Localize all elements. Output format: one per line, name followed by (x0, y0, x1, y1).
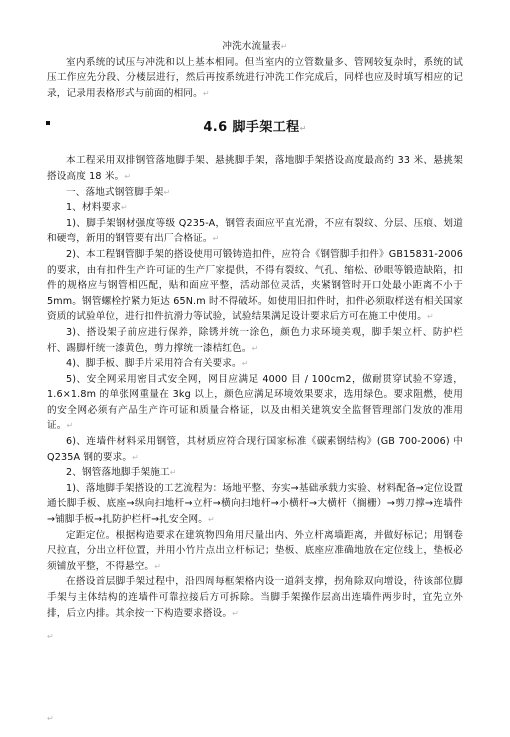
empty-paragraph (47, 629, 463, 645)
body-paragraph: 1)、脚手架钢材强度等级 Q235-A，钢管表面应平直光滑，不应有裂纹、分层、压痕、划道和硬弯，新用的钢管要有出厂合格证。↵ (47, 217, 463, 245)
body-paragraph: 1)、落地脚手架搭设的工艺流程为：场地平整、夯实→基础承载力实验、材料配备→定位设置通长脚手板、底座→纵向扫地杆→立杆→横向扫地杆→小横杆→大横杆（搁栅）→剪刀撑→连墙件→铺脚手板→扎防护栏杆→扎安全网。↵ (47, 482, 463, 526)
paragraph-mark-icon: ↵ (132, 452, 139, 462)
paragraph-mark-icon: ↵ (427, 312, 434, 322)
intro-line: 冲洗水流量表↵ (222, 41, 288, 52)
body-paragraph: 2)、本工程钢管脚手架的搭设使用可锻铸造扣件，应符合《钢管脚手扣件》GB15831-2006 的要求，由有扣件生产许可证的生产厂家提供，不得有裂纹、气孔、缩松、砂眼等锻造缺陷，扣件的规格应与钢管相匹配，贴和面应平整，活动部位灵活，夹紧钢管时开口处最小距离不小于 5mm。钢管螺栓拧紧力矩达 65N.m 时不得破坏。如使用旧扣件时，扣件必须取样送有相关国家资质的试验单位，进行扣件抗滑力等试验，试验结果满足设计要求后方可在施工中使用。↵ (47, 248, 463, 323)
paragraph-mark-icon: ↵ (120, 203, 128, 213)
paragraph-mark-icon: ↵ (66, 421, 74, 431)
paragraph-mark-icon: ↵ (169, 468, 177, 478)
section-heading: 4.6 脚手架工程↵ (203, 120, 307, 136)
body-paragraph: 本工程采用双排钢管落地脚手架、悬挑脚手架，落地脚手架搭设高度最高约 33 米、悬挑架搭设高度 18 米。↵ (47, 155, 463, 182)
body-paragraph: 定距定位。根据构造要求在建筑物四角用尺量出内、外立杆离墙距离，并做好标记；用钢卷尺拉直，分出立杆位置，并用小竹片点出立杆标记；垫板、底座应准确地放在定位线上，垫板必须铺放平整，不得悬空。↵ (47, 529, 463, 572)
body-paragraph: 5)、安全网采用密目式安全网，网目应满足 4000 目 / 100cm2，做耐贯穿试验不穿透，1.6×1.8m 的单张网重量在 3kg 以上，颜色应满足环境效果要求，选用绿色。要求阻燃，使用的安全网必须有产品生产许可证和质量合格证，以及由相关建筑安全监督管理部门发放的准用证。↵ (47, 373, 463, 432)
subsection-heading: 1、材料要求↵ (66, 202, 128, 214)
paragraph-mark-icon: ↵ (202, 88, 210, 98)
paragraph-mark-icon: ↵ (241, 359, 249, 369)
body-paragraph: 在搭设首层脚手架过程中，沿四周每框架格内设一道斜支撑，拐角除双向增设，待该部位脚手架与主体结构的连墙件可靠拉接后方可拆除。当脚手架操作层高出连墙件两步时，宜先立外排，后立内排。其余按一下构造要求搭设。↵ (47, 576, 463, 619)
subsection-heading: 2、钢管落地脚手架施工↵ (66, 467, 177, 479)
paragraph-mark-icon: ↵ (207, 515, 215, 525)
intro-paragraph: 室内系统的试压与冲洗和以上基本相同。但当室内的立管数量多、管网较复杂时，系统的试压工作应先分段、分楼层进行，然后再按系统进行冲洗工作完成后，同样也应及时填写相应的记录，记录用表格形式与前面的相同。↵ (47, 56, 463, 99)
section-heading-row (47, 113, 463, 143)
body-paragraph: 4)、脚手板、脚手片采用符合有关要求。↵ (66, 358, 249, 370)
spacer (47, 621, 463, 629)
paragraph-mark-icon: ↵ (212, 234, 220, 244)
paragraph-mark-icon: ↵ (232, 608, 239, 618)
body-paragraph: 3)、搭设架子前应进行保养，除锈并统一涂色，颜色力求环境美观，脚手架立杆、防护栏杆、踢脚杆统一漆黄色，剪力撑统一漆桔红色。↵ (47, 326, 463, 354)
paragraph-mark-icon: ↵ (154, 561, 162, 571)
paragraph-mark-icon: ↵ (163, 187, 171, 197)
paragraph-mark-icon: ↵ (251, 343, 259, 353)
body-paragraph: 6)、连墙件材料采用钢管，其材质应符合现行国家标准《碳素钢结构》(GB 700-2006) 中 Q235A 钢的要求。↵ (47, 436, 463, 463)
paragraph-mark-icon: ↵ (299, 124, 307, 134)
document-body (47, 39, 463, 645)
paragraph-mark-icon: ↵ (280, 42, 288, 51)
subsection-heading: 一、落地式钢管脚手架↵ (66, 186, 171, 198)
paragraph-mark-icon: ↵ (47, 714, 54, 723)
paragraph-mark-icon: ↵ (124, 171, 132, 181)
paragraph-mark-icon: ↵ (47, 632, 54, 642)
